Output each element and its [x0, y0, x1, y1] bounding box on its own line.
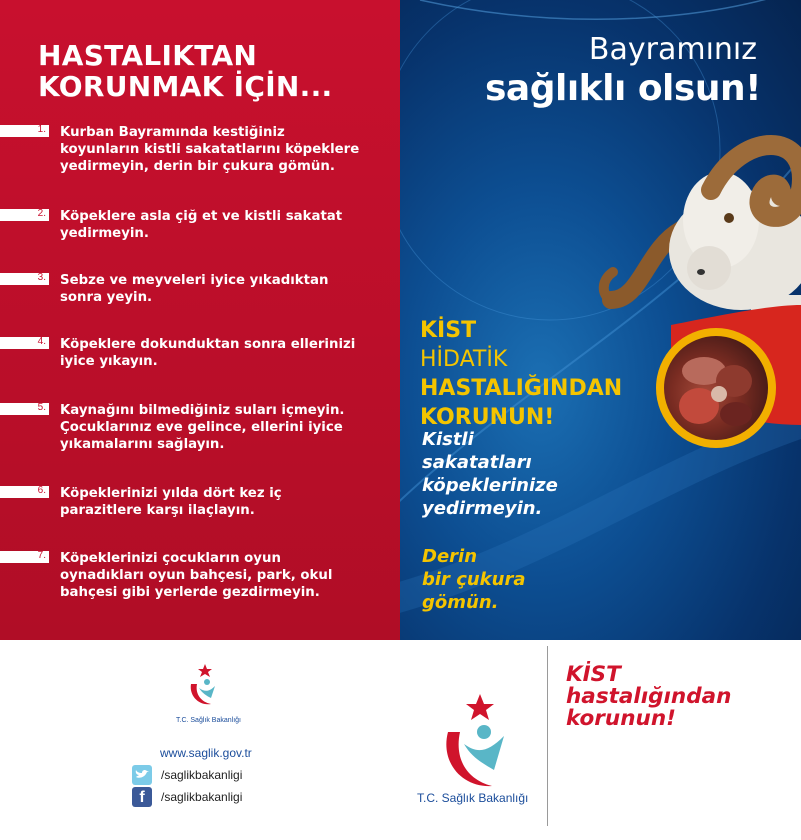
facebook-icon: f [132, 787, 152, 807]
ministry-logo-icon [185, 662, 225, 708]
back-title: KİST hastalığından korunun! [566, 662, 732, 731]
twitter-icon [132, 765, 152, 785]
prevention-panel: HASTALIKTAN KORUNMAK İÇİN... 1. Kurban Bayramında kestiğiniz koyunların kistli sakatatlarını köpeklere yedirmeyin, derin bir çukura gömün. 2. Köpeklere asla çiğ et ve kistli sakatat yedirmeyin. 3. Sebze ve meyveleri iyice yıkadıktan sonra yeyin. 4. Köpeklere dokunduktan sonra ellerinizi iyice yıkayın. 5. Kaynağını bilmediğiniz suları içmeyin. Çocuklarınız eve gelince, ellerini iyice yıkamalarını sağlayın. 6. Köpeklerinizi yılda dört kez iç parazitlere karşı ilaçlayın. 7. Köpeklerinizi çocukların oyun oynadıkları oyun bahçesi, park, okul bahçesi gibi yerlerde gezdirmeyin. [0, 0, 400, 640]
prevention-heading: HASTALIKTAN KORUNMAK İÇİN... [38, 39, 333, 103]
greeting-line2: sağlıklı olsun! [485, 68, 761, 109]
cover-panel [400, 0, 801, 640]
message-bury-advice: Derin bir çukura gömün. [422, 546, 526, 613]
greeting-line1: Bayramınız [588, 32, 757, 67]
website-link[interactable]: www.saglik.gov.tr [160, 746, 252, 760]
large-logo-label: T.C. Sağlık Bakanlığı [417, 791, 529, 805]
small-logo-label: T.C. Sağlık Bakanlığı [176, 717, 241, 724]
organ-image [656, 328, 776, 448]
ministry-logo-large-icon [430, 692, 530, 792]
kist-hidatik-title: KİST HİDATİK HASTALIĞINDAN KORUNUN! [420, 318, 623, 430]
fold-divider [547, 646, 548, 826]
ram-image [571, 100, 801, 320]
message-feed-warning: Kistli sakatatları köpeklerinize yedirmeyin. [422, 429, 558, 519]
